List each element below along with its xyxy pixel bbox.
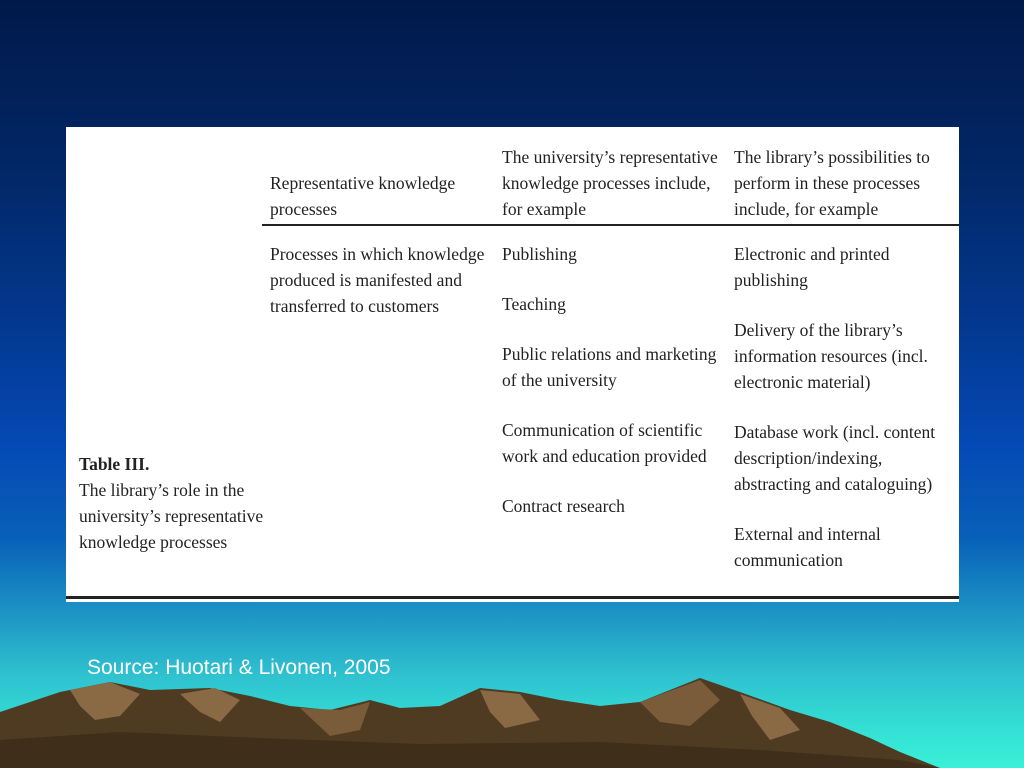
row-process-description: Processes in which knowledge produced is manifested and transferred to customers bbox=[270, 244, 485, 316]
list-item: Delivery of the library’s information resources (incl. electronic material) bbox=[734, 320, 928, 392]
list-item: Public relations and marketing of the university bbox=[502, 344, 717, 390]
list-item: Teaching bbox=[502, 294, 566, 314]
header-library-possibilities: The library’s possibilities to perform in these processes include, for example bbox=[734, 147, 930, 219]
list-item: Communication of scientific work and education provided bbox=[502, 420, 707, 466]
list-item: Publishing bbox=[502, 244, 577, 264]
caption-title: Table III. bbox=[79, 454, 150, 474]
caption-text: The library’s role in the university’s representative knowledge processes bbox=[79, 480, 264, 552]
library-possibilities-list bbox=[734, 241, 949, 573]
list-item: Database work (incl. content description/indexing, abstracting and cataloguing) bbox=[734, 422, 936, 494]
header-university-processes: The university’s representative knowledge processes include, for example bbox=[502, 147, 718, 219]
header-bottom-rule bbox=[66, 596, 959, 599]
list-item: Electronic and printed publishing bbox=[734, 244, 890, 290]
list-item: Contract research bbox=[502, 496, 625, 516]
header-top-rule bbox=[262, 224, 959, 226]
knowledge-process-table bbox=[66, 127, 959, 602]
source-citation: Source: Huotari & Livonen, 2005 bbox=[87, 656, 391, 679]
university-processes-list bbox=[502, 241, 727, 519]
list-item: External and internal communication bbox=[734, 524, 881, 570]
table-caption bbox=[79, 451, 269, 555]
header-representative-processes: Representative knowledge processes bbox=[270, 173, 456, 219]
